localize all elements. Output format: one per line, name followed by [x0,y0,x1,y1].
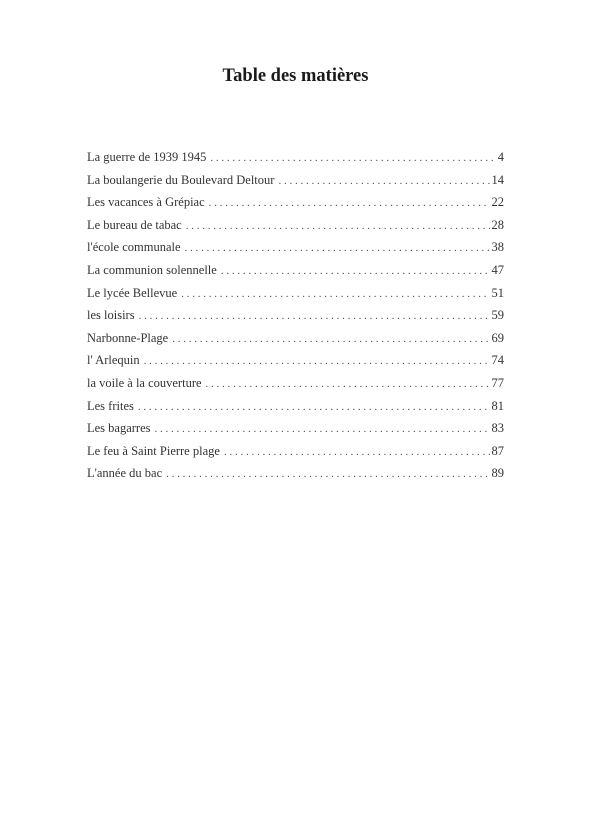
dot-leader [210,147,495,169]
toc-entry-label: Le feu à Saint Pierre plage [87,443,220,458]
toc-entry-label: l'école communale [87,240,181,255]
page-title: Table des matières [222,66,369,86]
toc-entry[interactable] [87,282,504,305]
toc-entry-page: 28 [491,217,504,232]
toc-entry-label: les loisirs [87,308,135,323]
toc-entry[interactable] [87,462,504,485]
toc-entry-page: 22 [491,195,504,210]
toc-entry[interactable] [87,327,504,350]
toc-entry[interactable] [87,395,504,418]
toc-entry-label: la voile à la couverture [87,375,202,390]
toc-entry-label: L'année du bac [87,466,163,481]
toc-entry-page: 59 [491,308,504,323]
dot-leader [181,283,489,305]
toc-entry-label: La boulangerie du Boulevard Deltour [87,172,275,187]
dot-leader [138,396,490,418]
toc-entry[interactable] [87,214,504,237]
toc-entry-page: 14 [491,172,504,187]
toc-entry-page: 81 [491,398,504,413]
toc-entry-label: La communion solennelle [87,262,217,277]
toc-entry[interactable] [87,169,504,192]
toc-entry-page: 89 [491,466,504,481]
dot-leader [278,170,489,192]
toc-entry-page: 77 [491,375,504,390]
toc-entry-label: Le lycée Bellevue [87,285,178,300]
toc-entry-label: La guerre de 1939 1945 [87,150,207,164]
toc-entry-page: 38 [491,240,504,255]
toc-entry[interactable] [87,236,504,259]
dot-leader [206,373,490,395]
toc-entry[interactable] [87,191,504,214]
table-of-contents [87,146,504,485]
dot-leader [185,237,490,259]
toc-entry[interactable] [87,372,504,395]
toc-entry[interactable] [87,304,504,327]
toc-entry-page: 83 [491,421,504,436]
toc-entry[interactable] [87,259,504,282]
dot-leader [209,192,490,214]
toc-entry[interactable] [87,440,504,463]
toc-entry-page: 69 [491,330,504,345]
toc-entry-label: Narbonne-Plage [87,330,169,345]
dot-leader [166,463,489,485]
dot-leader [224,441,490,463]
toc-entry-label: Les vacances à Grépiac [87,195,205,210]
dot-leader [186,215,490,237]
toc-entry-page: 4 [497,150,504,164]
toc-entry-label: Le bureau de tabac [87,217,182,232]
toc-entry-label: Les frites [87,398,134,413]
toc-entry[interactable] [87,417,504,440]
toc-entry-page: 51 [491,285,504,300]
dot-leader [144,350,490,372]
toc-entry-page: 47 [491,262,504,277]
toc-entry-label: Les bagarres [87,421,151,436]
toc-entry-page: 74 [491,353,504,368]
dot-leader [172,328,489,350]
dot-leader [139,305,490,327]
toc-entry[interactable] [87,146,504,169]
toc-entry-label: l' Arlequin [87,353,140,368]
dot-leader [221,260,490,282]
toc-entry[interactable] [87,349,504,372]
dot-leader [155,418,490,440]
toc-entry-page: 87 [491,443,504,458]
